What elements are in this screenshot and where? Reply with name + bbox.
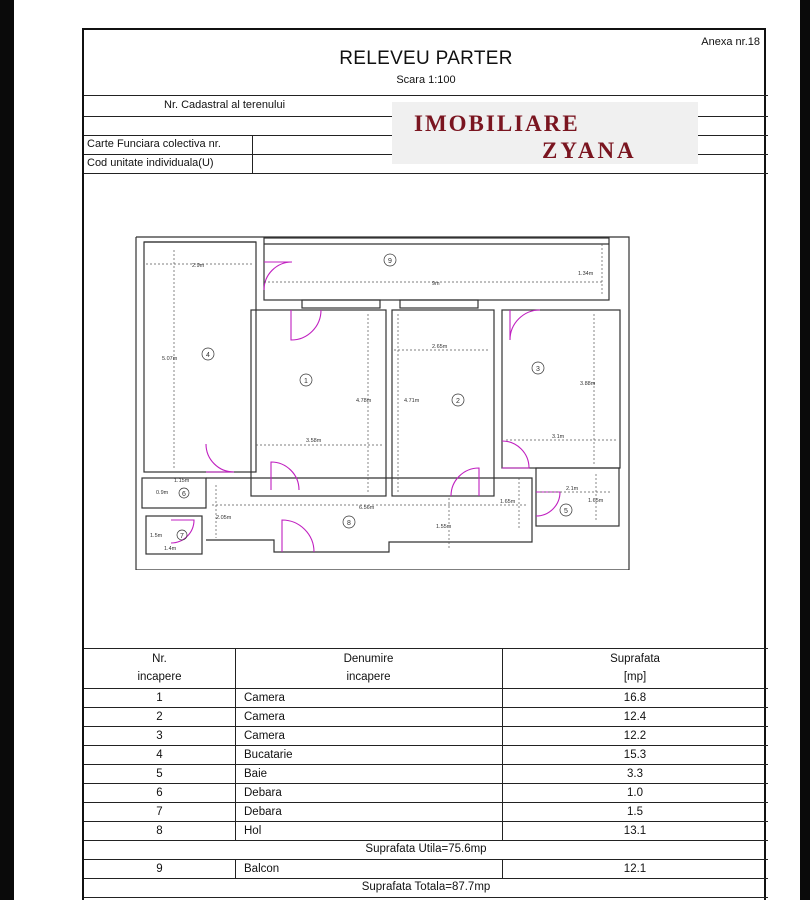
row-nr: 4 — [156, 749, 163, 761]
header-nr-2: incapere — [137, 671, 182, 683]
dim-label: 3.58m — [306, 438, 322, 444]
dim-label: 6.56m — [359, 505, 375, 511]
room-5-outline — [536, 468, 619, 526]
room-number: 8 — [347, 520, 351, 527]
room-4-outline — [144, 242, 256, 472]
row-area: 3.3 — [627, 768, 643, 780]
dim-label: 9m — [432, 281, 440, 287]
dim-label: 2.65m — [432, 344, 448, 350]
window — [400, 300, 478, 308]
room-9-outline — [264, 238, 609, 300]
floor-plan — [134, 230, 634, 570]
table-rule — [84, 821, 768, 822]
row-name: Hol — [244, 825, 262, 837]
header-area-2: [mp] — [623, 671, 647, 683]
room-markers — [177, 254, 572, 540]
row-nr: 8 — [156, 825, 163, 837]
row-name: Baie — [244, 768, 268, 780]
scale-label: Scara 1:100 — [396, 74, 456, 86]
rooms-table — [84, 648, 768, 902]
room-number: 7 — [180, 533, 184, 540]
row-name: Camera — [244, 692, 285, 704]
row-name: Debara — [244, 806, 282, 818]
dim-label: 1.4m — [164, 546, 177, 552]
room-number: 5 — [564, 508, 568, 515]
dim-label: 0.9m — [156, 490, 169, 496]
dim-label: 2.1m — [566, 486, 579, 492]
header-nr-1: Nr. — [152, 653, 167, 665]
room-number: 9 — [388, 258, 392, 265]
table-rule — [84, 648, 768, 649]
row-area: 1.0 — [627, 787, 643, 799]
dim-label: 1.15m — [174, 478, 190, 484]
header-rule — [84, 173, 768, 174]
left-frame-bar — [0, 0, 14, 900]
table-rule — [84, 840, 768, 841]
row-area: 1.5 — [627, 806, 643, 818]
table-rule — [84, 707, 768, 708]
balcon-nr: 9 — [156, 863, 163, 875]
annex-label: Anexa nr.18 — [701, 36, 760, 48]
balcon-area: 12.1 — [623, 863, 647, 875]
door-swing — [282, 520, 314, 552]
dim-label: 1.65m — [500, 499, 516, 505]
carte-funciara-label: Carte Funciara colectiva nr. — [87, 138, 221, 150]
row-nr: 1 — [156, 692, 163, 704]
dim-label: 1.65m — [588, 498, 604, 504]
table-rule — [84, 878, 768, 879]
cod-unitate-label: Cod unitate individuala(U) — [87, 157, 214, 169]
door-swing — [536, 492, 560, 516]
table-rule — [84, 745, 768, 746]
door-swing — [510, 310, 540, 340]
row-area: 16.8 — [623, 692, 647, 704]
room-8-outline — [206, 478, 532, 552]
outer-wall — [136, 237, 629, 570]
row-area: 13.1 — [623, 825, 647, 837]
outer-wall — [136, 237, 629, 570]
logo-line-2: ZYANA — [542, 138, 637, 163]
room-number: 6 — [182, 491, 186, 498]
door-swing — [291, 310, 321, 340]
header-area-1: Suprafata — [610, 653, 660, 665]
door-swing — [271, 462, 299, 490]
dim-label: 4.78m — [356, 398, 372, 404]
row-nr: 5 — [156, 768, 163, 780]
page-title: RELEVEU PARTER — [339, 48, 513, 69]
row-area: 12.2 — [623, 730, 647, 742]
suprafata-totala: Suprafata Totala=87.7mp — [361, 881, 491, 893]
table-rule — [84, 802, 768, 803]
room-number: 1 — [304, 378, 308, 385]
table-rule — [84, 726, 768, 727]
dim-label: 3.88m — [580, 381, 596, 387]
row-nr: 2 — [156, 711, 163, 723]
suprafata-utila: Suprafata Utila=75.6mp — [365, 843, 487, 855]
room-number: 2 — [456, 398, 460, 405]
room-number: 4 — [206, 352, 210, 359]
table-rule — [84, 859, 768, 860]
logo-line-1: IMOBILIARE — [414, 111, 580, 136]
header-divider — [252, 135, 253, 173]
header-rule — [84, 95, 768, 96]
row-area: 12.4 — [623, 711, 647, 723]
document-sheet — [82, 28, 766, 900]
row-name: Bucatarie — [244, 749, 293, 761]
door-swing — [206, 444, 234, 472]
header-name-2: incapere — [346, 671, 391, 683]
agency-logo — [392, 102, 698, 164]
door-swing — [264, 262, 292, 290]
header-name-1: Denumire — [343, 653, 394, 665]
row-nr: 7 — [156, 806, 163, 818]
row-area: 15.3 — [623, 749, 647, 761]
row-name: Camera — [244, 711, 285, 723]
nr-cadastral-label: Nr. Cadastral al terenului — [164, 99, 286, 111]
dim-label: 1.55m — [436, 524, 452, 530]
row-name: Camera — [244, 730, 285, 742]
table-rule — [84, 897, 768, 898]
dimension-lines — [146, 244, 616, 550]
dim-label: 2.9m — [192, 263, 205, 269]
plan-walls — [136, 237, 629, 570]
dim-label: 4.71m — [404, 398, 420, 404]
room-3-outline — [502, 310, 620, 468]
window — [302, 300, 380, 308]
row-name: Debara — [244, 787, 282, 799]
table-rule — [84, 688, 768, 689]
table-rule — [84, 764, 768, 765]
row-nr: 3 — [156, 730, 163, 742]
room-number: 3 — [536, 366, 540, 373]
table-col-divider — [235, 859, 236, 878]
dim-label: 1.5m — [150, 533, 163, 539]
right-frame-bar — [800, 0, 810, 900]
dim-label: 2.05m — [216, 515, 232, 521]
row-nr: 6 — [156, 787, 163, 799]
door-swing — [502, 441, 529, 468]
dim-label: 1.34m — [578, 271, 594, 277]
door-swing — [451, 468, 479, 496]
balcon-name: Balcon — [244, 863, 280, 875]
dim-label: 3.1m — [552, 434, 565, 440]
dim-label: 5.07m — [162, 356, 178, 362]
table-rule — [84, 783, 768, 784]
